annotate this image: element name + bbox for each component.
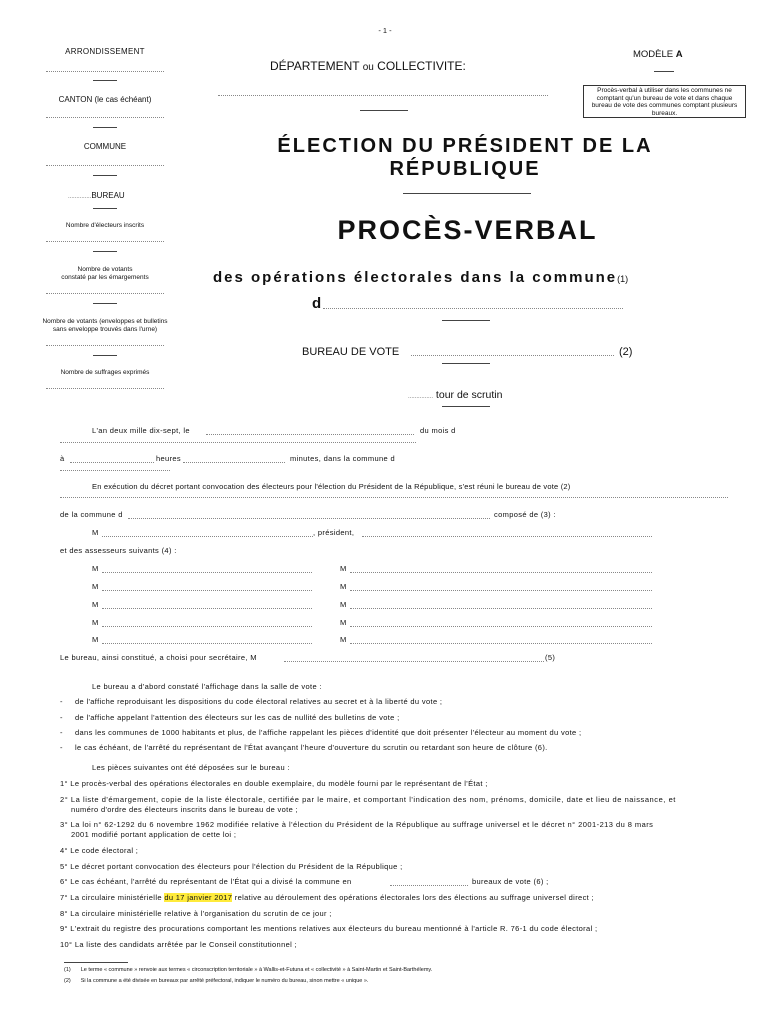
assesseurs-text: et des assesseurs suivants (4) : bbox=[60, 546, 177, 555]
affichage-intro: Le bureau a d'abord constaté l'affichage dans la salle de vote : bbox=[92, 682, 322, 691]
canton-field[interactable] bbox=[46, 117, 164, 118]
body-month-text: du mois d bbox=[420, 426, 456, 435]
bureaux-count-field[interactable] bbox=[390, 885, 468, 886]
affichage-item: de l'affiche appelant l'attention des électeurs sur les cas de nullité des bulletins de vote ; bbox=[75, 713, 400, 722]
canton-label: CANTON (le cas échéant) bbox=[58, 95, 152, 104]
secretary-ref: (5) bbox=[545, 653, 556, 662]
hour-field[interactable] bbox=[70, 462, 154, 463]
body-minutes-text: minutes, dans la commune d bbox=[290, 454, 395, 463]
affichage-item: le cas échéant, de l'arrêté du représentant de l'État avançant l'heure d'ouverture du scrutin ou retardant son heure de clôture (6). bbox=[75, 743, 548, 752]
assessor-field[interactable] bbox=[102, 572, 312, 573]
date-month-field[interactable] bbox=[60, 442, 416, 443]
enveloppes-label: Nombre de votants (enveloppes et bulletins sans enveloppe trouvés dans l'urne) bbox=[42, 318, 168, 333]
affichage-item: dans les communes de 1000 habitants et plus, de l'affiche rappelant les pièces d'identité que doit présenter l'électeur au moment du vote ; bbox=[75, 728, 582, 737]
bureau-de-vote-label: BUREAU DE VOTE bbox=[302, 346, 400, 358]
piece-item-continued: numéro d'ordre des électeurs inscrits dans le bureau de vote ; bbox=[71, 805, 298, 814]
minutes-field[interactable] bbox=[183, 462, 285, 463]
commune-d-label: d bbox=[312, 295, 324, 312]
affichage-bullet: - bbox=[60, 743, 63, 752]
secretary-text: Le bureau, ainsi constitué, a choisi pour secrétaire, M bbox=[60, 653, 257, 662]
bureau-number-field[interactable]: .............. bbox=[68, 194, 92, 200]
separator bbox=[360, 110, 408, 111]
bureau-de-vote-field[interactable] bbox=[411, 355, 614, 356]
footnote-1: (1) Le terme « commune » renvoie aux termes « circonscription territoriale » à Wallis-et-Futuna et « collectivité » à Saint-Martin et Saint-Barthélemy. bbox=[64, 967, 433, 973]
votants-label: Nombre de votants constaté par les émargements bbox=[61, 266, 149, 281]
assessor-field[interactable] bbox=[102, 608, 312, 609]
president-continued-field[interactable] bbox=[362, 536, 652, 537]
exprimes-label: Nombre de suffrages exprimés bbox=[60, 369, 150, 376]
highlighted-date: du 17 janvier 2017 bbox=[164, 893, 233, 902]
commune-time-field[interactable] bbox=[60, 470, 170, 471]
separator bbox=[93, 355, 117, 356]
assessor-field[interactable] bbox=[350, 590, 652, 591]
separator bbox=[403, 193, 531, 194]
affichage-bullet: - bbox=[60, 728, 63, 737]
arrondissement-field[interactable] bbox=[46, 71, 164, 72]
piece-item: 3° La loi n° 62-1292 du 6 novembre 1962 modifiée relative à l'élection du Président de la République au suffrage universel et le décret n° 2001-213 du 8 mars bbox=[60, 820, 654, 829]
separator bbox=[442, 320, 490, 321]
piece-item: 6° Le cas échéant, l'arrêté du représentant de l'État qui a divisé la commune en bbox=[60, 877, 352, 886]
assessor-m: M bbox=[340, 582, 347, 591]
tour-label: ............... tour de scrutin bbox=[408, 389, 503, 401]
exprimes-field[interactable] bbox=[46, 388, 164, 389]
separator bbox=[93, 127, 117, 128]
departement-field[interactable] bbox=[218, 95, 548, 96]
assessor-m: M bbox=[92, 564, 99, 573]
piece-item: 10° La liste des candidats arrêtée par le Conseil constitutionnel ; bbox=[60, 940, 297, 949]
assessor-m: M bbox=[92, 635, 99, 644]
commune-name-field[interactable] bbox=[323, 308, 623, 309]
enveloppes-field[interactable] bbox=[46, 345, 164, 346]
departement-label: DÉPARTEMENT ou COLLECTIVITE: bbox=[270, 59, 466, 73]
piece-item-end: bureaux de vote (6) ; bbox=[472, 877, 549, 886]
assessor-field[interactable] bbox=[102, 626, 312, 627]
pieces-intro: Les pièces suivantes ont été déposées sur le bureau : bbox=[92, 763, 290, 772]
bureau-field[interactable] bbox=[60, 497, 728, 498]
pv-title: PROCÈS-VERBAL bbox=[337, 215, 598, 245]
president-text: , président, bbox=[313, 528, 355, 537]
footnote-2: (2) Si la commune a été divisée en bureaux par arrêté préfectoral, indiquer le numéro du bureau, sinon mettre « unique ». bbox=[64, 978, 369, 984]
separator bbox=[442, 406, 490, 407]
assessor-field[interactable] bbox=[350, 608, 652, 609]
modele-label: MODÈLE A bbox=[633, 49, 683, 60]
footnote-separator bbox=[64, 962, 128, 963]
body-date-text: L'an deux mille dix-sept, le bbox=[92, 426, 190, 435]
date-day-field[interactable] bbox=[206, 434, 414, 435]
modele-note-box: Procès-verbal à utiliser dans les communes ne comptant qu'un bureau de vote et dans chaque bureau de vote des communes comptant plusieurs bureaux. bbox=[583, 85, 746, 118]
body-hours-text: heures bbox=[156, 454, 182, 463]
commune-composition-field[interactable] bbox=[128, 518, 490, 519]
commune-label: COMMUNE bbox=[83, 142, 127, 151]
assessor-m: M bbox=[340, 635, 347, 644]
assessor-m: M bbox=[92, 582, 99, 591]
affichage-item: de l'affiche reproduisant les dispositions du code électoral relatives au secret et à la liberté du vote ; bbox=[75, 697, 443, 706]
body-at-text: à bbox=[60, 454, 65, 463]
assessor-field[interactable] bbox=[350, 572, 652, 573]
separator bbox=[93, 208, 117, 209]
election-title: ÉLECTION DU PRÉSIDENT DE LA RÉPUBLIQUE bbox=[277, 135, 653, 180]
assessor-m: M bbox=[340, 564, 347, 573]
assessor-field[interactable] bbox=[102, 590, 312, 591]
bureau-ref: (2) bbox=[619, 346, 633, 358]
page-number: - 1 - bbox=[378, 26, 392, 35]
piece-item: 5° Le décret portant convocation des électeurs pour l'élection du Président de la République ; bbox=[60, 862, 403, 871]
piece-item: 9° L'extrait du registre des procurations comportant les mentions relatives aux électeurs du bureau mentionné à l'article R. 76-1 du code électoral ; bbox=[60, 924, 598, 933]
piece-item: 8° La circulaire ministérielle relative à l'organisation du scrutin de ce jour ; bbox=[60, 909, 332, 918]
assessor-field[interactable] bbox=[102, 643, 312, 644]
piece-item-continued: 2001 modifié portant application de cette loi ; bbox=[71, 830, 237, 839]
operations-subtitle: des opérations électorales dans la commune(1) bbox=[213, 269, 629, 286]
piece-item: 1° Le procès-verbal des opérations électorales en double exemplaire, du modèle fourni par le représentant de l'État ; bbox=[60, 779, 488, 788]
body-compose-text: composé de (3) : bbox=[494, 510, 556, 519]
separator bbox=[93, 303, 117, 304]
separator bbox=[442, 363, 490, 364]
separator bbox=[654, 71, 674, 72]
affichage-bullet: - bbox=[60, 697, 63, 706]
piece-item: 7° La circulaire ministérielle du 17 janvier 2017 relative au déroulement des opérations électorales lors des élections au suffrage universel direct ; bbox=[60, 893, 594, 902]
assessor-m: M bbox=[340, 600, 347, 609]
commune-field[interactable] bbox=[46, 165, 164, 166]
piece-item: 4° Le code électoral ; bbox=[60, 846, 139, 855]
affichage-bullet: - bbox=[60, 713, 63, 722]
separator bbox=[93, 175, 117, 176]
bureau-label: ..............BUREAU bbox=[68, 191, 125, 200]
inscrits-field[interactable] bbox=[46, 241, 164, 242]
president-m: M bbox=[92, 528, 99, 537]
inscrits-label: Nombre d'électeurs inscrits bbox=[65, 222, 145, 229]
assessor-m: M bbox=[340, 618, 347, 627]
votants-field[interactable] bbox=[46, 293, 164, 294]
body-commune-text: de la commune d bbox=[60, 510, 123, 519]
arrondissement-label: ARRONDISSEMENT bbox=[65, 47, 145, 56]
assessor-field[interactable] bbox=[350, 626, 652, 627]
president-field[interactable] bbox=[102, 536, 313, 537]
piece-item: 2° La liste d'émargement, copie de la liste électorale, certifiée par le maire, et comportant l'indication des nom, prénoms, domicile, date et lieu de naissance, et bbox=[60, 795, 676, 804]
assessor-field[interactable] bbox=[350, 643, 652, 644]
secretary-field[interactable] bbox=[284, 661, 544, 662]
separator bbox=[93, 251, 117, 252]
separator bbox=[93, 80, 117, 81]
tour-number-field[interactable]: ............... bbox=[408, 394, 434, 400]
assessor-m: M bbox=[92, 600, 99, 609]
body-convocation-text: En exécution du décret portant convocation des électeurs pour l'élection du Président de la République, s'est réuni le bureau de vote (2) bbox=[92, 482, 571, 491]
assessor-m: M bbox=[92, 618, 99, 627]
